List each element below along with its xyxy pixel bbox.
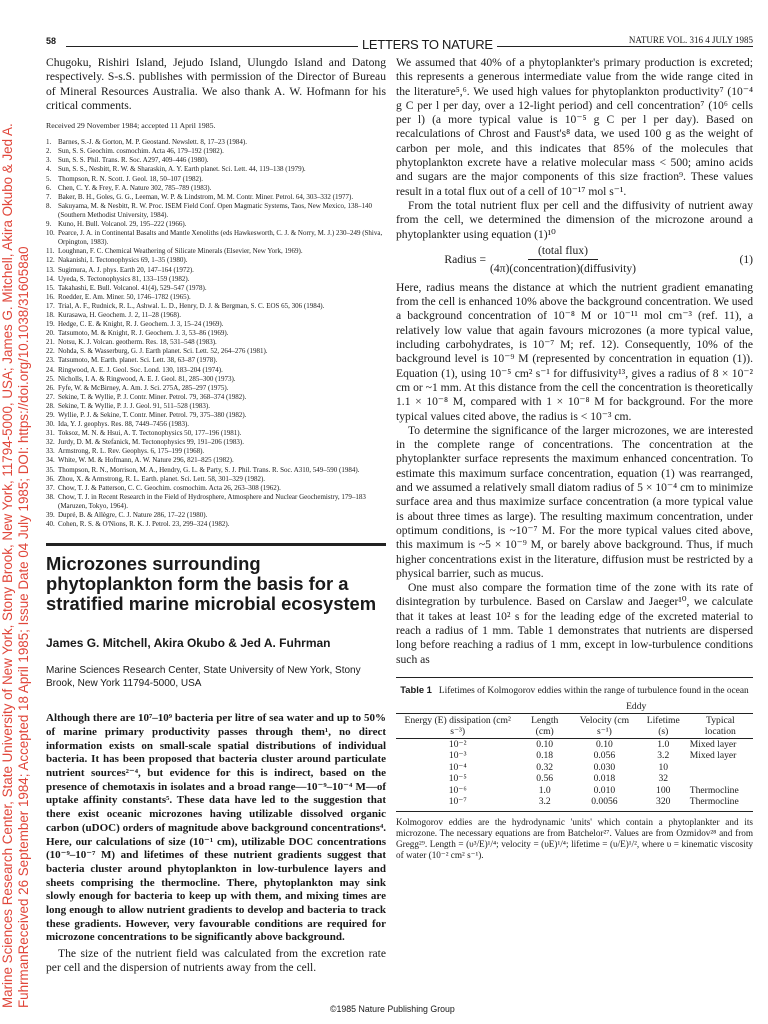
reference-number: 7. — [46, 192, 52, 201]
table-row — [396, 762, 753, 774]
reference-item — [46, 284, 386, 293]
table-footnote: Kolmogorov eddies are the hydrodynamic 'units' which contain a phytoplankter and its microzone. The necessary equations are from Batchelor²⁷. Values are from Ozmidov²⁸ and from Gregg²⁹. Length = (υ³/E)¹/⁴; velocity = (υE)¹/⁴; lifetime = (υ/E)¹/², where υ = kinematic viscosity of water (10⁻² cm² s⁻¹). — [396, 816, 753, 861]
reference-text: Dupré, B. & Allègre, C. J. Nature 286, 17–22 (1980). — [58, 511, 208, 520]
reference-text: Sakuyama, M. & Nesbitt, R. W. Proc. ISEM Field Conf. Open Magmatic Systems, Taos, New Mexico, 138–140 (Southern Methodist University, 1984). — [58, 201, 372, 219]
table-column-header: Energy (E) dissipation (cm² s⁻³) — [396, 713, 519, 738]
reference-text: Chow, T. J. in Recent Research in the Field of Hydrosphere, Atmosphere and Nuclear Geochemistry, 179–183 (Maruzen, Tokyo, 1964). — [58, 492, 366, 510]
table-cell: 32 — [658, 773, 669, 785]
acknowledgement-text: Chugoku, Rishiri Island, Jejudo Island, Ulungdo Island and Datong respectively. S-s.S. publishes with permission of the Director of Bureau of Mineral Resources Australia. We also thank A. W. Hofmann for his critical comments. — [46, 56, 386, 112]
table-caption-text: Lifetimes of Kolmogorov eddies within the range of turbulence found in the ocean — [438, 685, 749, 696]
reference-item — [46, 493, 386, 511]
reference-text: Sun, S. S. Phil. Trans. R. Soc. A297, 409–446 (1980). — [58, 156, 209, 165]
reference-number: 13. — [46, 265, 55, 274]
eddy-table — [396, 700, 753, 812]
body-paragraph: The size of the nutrient field was calculated from the excretion rate per cell and the dispersion of nutrients away from the cell. — [46, 947, 386, 975]
body-paragraph: Here, radius means the distance at which the nutrient gradient emanating from the cell is enhanced 10% above the background concentration. We used a background concentration of 10⁻⁸ M or 10⁻¹¹ mol cm⁻³ (ref. 11), a relatively low value that again favours microzones (a more typical value, including carbohydrates, is 10⁻⁷ M; ref. 12). Consequently, 10% of the background level is 10⁻⁹ M (represented by concentration in equation (1)). Equation (1), using 10⁻⁵ cm² s⁻¹ for diffusivity¹³, gives a radius of 8 × 10⁻² cm or ~1 mm. At this distance from the cell the concentration is theoretically 1.1 × 10⁻⁸ M, compared with 1 × 10⁻⁸ M for background. For the more typical values cited above, the radius is < 10⁻³ cm. — [396, 280, 753, 423]
table-cell: 10⁻⁵ — [448, 773, 467, 785]
equation-1 — [396, 244, 753, 275]
reference-item — [46, 147, 386, 156]
table-cell: 10⁻² — [448, 738, 467, 750]
reference-item — [46, 293, 386, 302]
table-cell: 320 — [639, 796, 688, 811]
table-cell: Thermocline — [689, 784, 739, 796]
equation-number: (1) — [739, 252, 753, 266]
reference-item — [46, 484, 386, 493]
reference-text: Nicholls, I. A. & Ringwood, A. E. J. Geol. 81, 285–300 (1973). — [58, 374, 236, 383]
reference-number: 22. — [46, 347, 55, 356]
reference-text: Nakanishi, I. Tectonophysics 69, 1–35 (1980). — [58, 256, 188, 265]
table-cell: Mixed layer — [689, 738, 737, 750]
reference-number: 35. — [46, 465, 55, 474]
reference-text: Cohen, R. S. & O'Nions, R. K. J. Petrol. 23, 299–324 (1982). — [58, 520, 230, 529]
reference-text: Ida, Y. J. geophys. Res. 88, 7449–7456 (1983). — [58, 420, 190, 429]
reference-text: Sekine, T. & Wyllie, P. J. Contr. Miner. Petrol. 79, 368–374 (1982). — [58, 392, 247, 401]
table-cell: 10⁻³ — [448, 750, 467, 762]
table-row — [396, 785, 753, 797]
table-cell: 0.030 — [593, 761, 616, 773]
table-row — [396, 750, 753, 762]
table-row — [396, 796, 753, 811]
reference-item — [46, 165, 386, 174]
reference-number: 34. — [46, 456, 55, 465]
reference-text: Roedder, E. Am. Miner. 50, 1746–1782 (1965). — [58, 292, 191, 301]
table-group-header: Eddy — [519, 700, 753, 714]
table-caption — [396, 684, 753, 696]
journal-section: LETTERS TO NATURE — [358, 37, 497, 52]
copyright-notice: ©1985 Nature Publishing Group — [330, 1004, 455, 1014]
reference-item — [46, 311, 386, 320]
body-paragraph: To determine the significance of the larger microzones, we are interested in the complete range of concentrations. The concentration at the phytoplankter surface represents the maximum enhanced concentration. To estimate this maximum surface concentration, equation (1) was rearranged, and we assumed a relatively small diatom radius of 5 × 10⁻⁴ cm to minimize surface area and thus maximize surface concentration (a more typical value is about three times as large). The resulting maximum concentration, under optimum conditions, is ~10⁻⁷ M. For the more typical values cited above, this maximum is ~5 × 10⁻⁹ M, or barely above background. Thus, if much higher concentrations exist in the literature, diffusion must be restricted by a physical barrier, such as mucus. — [396, 423, 753, 580]
table-cell: 10⁻⁴ — [448, 761, 467, 773]
reference-number: 1. — [46, 138, 52, 147]
reference-number: 36. — [46, 474, 55, 483]
reference-item — [46, 202, 386, 220]
reference-item — [46, 229, 386, 247]
table-1 — [396, 677, 753, 862]
reference-number: 11. — [46, 247, 55, 256]
table-column-header: Velocity (cm s⁻¹) — [570, 713, 639, 738]
reference-text: Sun, S. S. Geochim. cosmochim. Acta 46, 179–192 (1982). — [58, 147, 224, 156]
reference-item — [46, 356, 386, 365]
reference-item — [46, 329, 386, 338]
reference-number: 2. — [46, 147, 52, 156]
table-cell: 0.18 — [536, 750, 554, 762]
reference-text: Hedge, C. E. & Knight, R. J. Geochem. J. 3, 15–24 (1969). — [58, 320, 224, 329]
reference-number: 4. — [46, 165, 52, 174]
table-cell: 10⁻⁶ — [448, 784, 467, 796]
right-column — [396, 56, 753, 862]
reference-text: Takahashi, E. Bull. Volcanol. 41(4), 529–547 (1978). — [58, 283, 207, 292]
reference-number: 18. — [46, 310, 55, 319]
table-cell — [688, 762, 753, 774]
reference-item — [46, 393, 386, 402]
reference-text: Nohda, S. & Wasserburg, G. J. Earth planet. Sci. Lett. 52, 264–276 (1981). — [58, 347, 268, 356]
article-separator — [46, 543, 386, 546]
article-title: Microzones surrounding phytoplankton form the basis for a stratified marine microbial ecosystem — [46, 553, 377, 615]
table-cell: 10 — [658, 761, 669, 773]
table-cell: 0.10 — [596, 738, 613, 750]
sidebar-line-2: FuhrmanReceived 26 September 1984; Accepted 18 April 1985; Issue Date 04 July 1985; DOI: https://doi.org/10.1038/316058a0 — [16, 246, 31, 1008]
reference-number: 32. — [46, 438, 55, 447]
reference-number: 12. — [46, 256, 55, 265]
reference-text: White, W. M. & Hofmann, A. W. Nature 296, 821–825 (1982). — [58, 456, 234, 465]
table-cell: 0.10 — [536, 738, 554, 750]
reference-number: 16. — [46, 292, 55, 301]
reference-list — [46, 138, 386, 529]
reference-number: 37. — [46, 483, 55, 492]
received-date: Received 29 November 1984; accepted 11 April 1985. — [46, 121, 216, 131]
reference-number: 25. — [46, 374, 55, 383]
table-row — [396, 773, 753, 785]
reference-number: 17. — [46, 301, 55, 310]
reference-item — [46, 375, 386, 384]
table-cell: 3.2 — [519, 796, 570, 811]
reference-number: 20. — [46, 329, 55, 338]
reference-number: 29. — [46, 411, 55, 419]
reference-item — [46, 193, 386, 202]
reference-number: 31. — [46, 429, 55, 438]
reference-item — [46, 420, 386, 429]
author-affiliation: Marine Sciences Research Center, State University of New York, Stony Brook, New York 11794-5000, USA — [46, 665, 361, 690]
reference-item — [46, 347, 386, 356]
reference-text: Chen, C. Y. & Frey, F. A. Nature 302, 785–789 (1983). — [58, 183, 212, 192]
reference-text: Kuno, H. Bull. Volcanol. 29, 195–222 (1966). — [58, 220, 187, 229]
reference-item — [46, 175, 386, 184]
reference-text: Thompson, R. N. Scott. J. Geol. 18, 50–107 (1982). — [58, 174, 204, 183]
table-cell: 1.0 — [657, 738, 670, 750]
reference-item — [46, 411, 386, 420]
table-label: Table 1 — [400, 683, 432, 695]
reference-item — [46, 520, 386, 529]
reference-text: Jurdy, D. M. & Stefanick, M. Tectonophysics 99, 191–206 (1983). — [58, 438, 244, 447]
equation-fraction — [490, 244, 636, 275]
reference-number: 3. — [46, 156, 52, 165]
reference-text: Pearce, J. A. in Continental Basalts and Mantle Xenoliths (eds Hawkesworth, C. J. & Norry, M. J.) 230–249 (Shiva, Orpington, 1983). — [58, 229, 383, 247]
reference-number: 9. — [46, 220, 52, 229]
reference-text: Notsu, K. J. Volcan. geotherm. Res. 18, 531–548 (1983). — [58, 338, 217, 347]
reference-number: 24. — [46, 365, 55, 374]
table-cell: 0.018 — [593, 773, 616, 785]
table-cell: 0.056 — [593, 750, 616, 762]
reference-text: Thompson, R. N., Morrison, M. A., Hendry, G. L. & Party, S. J. Phil. Trans. R. Soc. A310, 549–590 (1984). — [58, 465, 360, 474]
reference-text: Loughnan, F. C. Chemical Weathering of Silicate Minerals (Elsevier, New York, 1969). — [58, 247, 303, 256]
reference-number: 33. — [46, 447, 55, 456]
reference-text: Chow, T. J. & Patterson, C. C. Geochim. cosmochim. Acta 26, 263–308 (1962). — [58, 483, 281, 492]
page-number: 58 — [46, 36, 57, 46]
reference-text: Tatsumoto, M. & Knight, R. J. Geochem. J. 3, 53–86 (1969). — [58, 329, 229, 338]
reference-text: Barnes, S.-J. & Gorton, M. P. Geostand. Newslett. 8, 17–23 (1984). — [58, 138, 247, 147]
doi-sidebar — [0, 0, 36, 1024]
body-paragraph: From the total nutrient flux per cell and the diffusivity of nutrient away from the cell, we determined the dimension of the microzone around a phytoplankter using equation (1)¹⁰ — [396, 198, 753, 241]
reference-number: 5. — [46, 174, 52, 183]
running-header — [46, 34, 753, 54]
reference-number: 38. — [46, 492, 55, 501]
reference-item — [46, 302, 386, 311]
reference-item — [46, 184, 386, 193]
table-cell: 0.010 — [593, 784, 616, 796]
reference-item — [46, 438, 386, 447]
volume-info: NATURE VOL. 316 4 JULY 1985 — [625, 35, 753, 45]
reference-number: 30. — [46, 420, 55, 429]
reference-text: Kurasawa, H. Geochem. J. 2, 11–28 (1968). — [58, 310, 181, 319]
reference-text: Sun, S. S., Nesbitt, R. W. & Sharaskin, A. Y. Earth planet. Sci. Lett. 44, 119–138 (1979). — [58, 165, 306, 174]
reference-number: 39. — [46, 511, 55, 520]
table-cell: 10⁻⁷ — [396, 796, 519, 811]
reference-text: Uyeda, S. Tectonophysics 81, 133–159 (1982). — [58, 274, 190, 283]
reference-item — [46, 456, 386, 465]
reference-number: 8. — [46, 201, 52, 210]
reference-number: 27. — [46, 392, 55, 401]
reference-item — [46, 156, 386, 165]
table-cell: 1.0 — [538, 784, 551, 796]
table-cell: Mixed layer — [689, 750, 737, 762]
reference-item — [46, 511, 386, 520]
reference-item — [46, 466, 386, 475]
reference-text: Ringwood, A. E. J. Geol. Soc. Lond. 130, 183–204 (1974). — [58, 365, 223, 374]
table-column-header: Length (cm) — [519, 713, 570, 738]
reference-item — [46, 366, 386, 375]
table-cell: 0.0056 — [570, 796, 639, 811]
left-column — [46, 56, 386, 976]
reference-text: Toksoz, M. N. & Hsui, A. T. Tectonophysics 50, 177–196 (1981). — [58, 429, 242, 438]
reference-item — [46, 384, 386, 393]
reference-number: 6. — [46, 183, 52, 192]
reference-item — [46, 275, 386, 284]
reference-item — [46, 475, 386, 484]
reference-number: 28. — [46, 401, 55, 410]
reference-item — [46, 447, 386, 456]
reference-text: Tatsumoto, M. Earth. planet. Sci. Lett. 38, 63–87 (1978). — [58, 356, 218, 365]
equation-denominator: (4π)(concentration)(diffusivity) — [490, 261, 637, 275]
table-column-header: Typical location — [688, 713, 753, 738]
reference-item — [46, 402, 386, 411]
table-cell: 100 — [656, 784, 671, 796]
reference-text: Wyllie, P. J. & Sekine, T. Contr. Miner. Petrol. 79, 375–380 (1982). — [58, 411, 247, 419]
reference-item — [46, 266, 386, 275]
equation-lhs: Radius = — [444, 252, 486, 266]
table-cell: Thermocline — [688, 796, 753, 811]
reference-number: 40. — [46, 520, 55, 529]
equation-numerator: (total flux) — [528, 244, 598, 260]
reference-number: 15. — [46, 283, 55, 292]
reference-number: 19. — [46, 320, 55, 329]
table-cell — [688, 773, 753, 785]
table-cell: 0.56 — [536, 773, 554, 785]
reference-number: 10. — [46, 229, 55, 238]
sidebar-line-1: Marine Sciences Research Center, State University of New York, Stony Brook, New York, 11794-5000, USA; James G. Mitchell, Akira Okubo & Jed A. — [0, 123, 15, 1008]
reference-text: Fyfe, W. & McBirney, A. Am. J. Sci. 275A, 285–297 (1975). — [58, 383, 229, 392]
reference-item — [46, 138, 386, 147]
reference-number: 21. — [46, 338, 55, 347]
reference-text: Baker, B. H., Goles, G. G., Leeman, W. P. & Lindstrom, M. M. Contr. Miner. Petrol. 64, 303–332 (1977). — [58, 192, 354, 201]
reference-item — [46, 338, 386, 347]
table-cell: 0.32 — [536, 761, 554, 773]
reference-number: 23. — [46, 356, 55, 365]
reference-text: Trial, A. F., Rudnick, R. L., Ashwal. L. D., Henry, D. J. & Bergman, S. C. EOS 65, 306 (1984). — [58, 301, 325, 310]
reference-item — [46, 256, 386, 265]
reference-text: Sugimura, A. J. phys. Earth 20, 147–164 (1972). — [58, 265, 194, 274]
reference-item — [46, 247, 386, 256]
reference-item — [46, 220, 386, 229]
body-paragraph: We assumed that 40% of a phytoplankter's primary production is excreted; this represents a generous intermediate value from the wide range cited in the literature⁵,⁶. We used high values for phytoplankton productivity⁷ (10⁻⁴ g C per l per day, over a 12-light period) and cell concentration⁷ (10⁶ cells per l) (a more typical value is 10⁻⁵ g C per l per day). Based on recalculations of Chrost and Faust's⁸ data, we used 100 g as the weight of carbon per mole, and this indicates that 85% of the molecules that phytoplankton excrete have a relative molecular mass < 500; amino acids and sugars are the major components of this size fraction⁹. These values result in a total flux out of a cell of 10⁻¹⁷ mol s⁻¹. — [396, 56, 753, 198]
table-cell: 3.2 — [657, 750, 670, 762]
table-column-header: Lifetime (s) — [639, 713, 688, 738]
article-authors: James G. Mitchell, Akira Okubo & Jed A. Fuhrman — [46, 636, 331, 651]
article-abstract: Although there are 10⁷–10⁹ bacteria per litre of sea water and up to 50% of marine primary productivity passes through them¹, no direct information exists on small-scale spatial distributions of individual bacteria. It has been proposed that bacteria cluster around particulate nutrient sources²⁻⁴, but evidence for this is indirect, based on the presence of chemotaxis in isolates and a broad range—10⁻⁹–10⁻⁴ M—of uptake affinity constants⁵. These data have led to the suggestion that there exist oceanic microzones having utilizable dissolved organic carbon (uDOC) orders of magnitude above background concentrations⁴. Here, our calculations of size (10⁻¹ cm), utilizable DOC concentrations (10⁻⁹–10⁻⁷ M) and lifetimes of these nutrient gradients suggest that bacteria cluster around phytoplankton in low-turbulence layers and sheets comprising the thermocline. There, phytoplankton may sink slowly enough for bacteria to keep up with them, and mixing times are long enough to allow nutrient gradients to develop and bacteria to track these gradients. However, very favourable conditions are required for microzone concentrations to be significantly above background. — [46, 712, 386, 944]
body-paragraph: One must also compare the formation time of the zone with its rate of disintegration by turbulence. Based on Carslaw and Jaeger¹⁰, we calculate that it takes at least 10² s for the leading edge of the excreted material to reach a radius of 1 mm. Table 1 demonstrates that nutrients are dispersed long before reaching a radius of 1 mm, except in low-turbulence conditions such as — [396, 581, 753, 666]
reference-number: 26. — [46, 383, 55, 392]
reference-text: Sekine, T. & Wyllie, P. J. J. Geol. 91, 511–528 (1983). — [58, 401, 210, 410]
reference-text: Zhou, X. & Armstrong, R. L. Earth. planet. Sci. Lett. 58, 301–329 (1982). — [58, 474, 266, 483]
reference-item — [46, 429, 386, 438]
reference-number: 14. — [46, 274, 55, 283]
reference-text: Armstrong, R. L. Rev. Geophys. 6, 175–199 (1968). — [58, 447, 205, 456]
table-row — [396, 738, 753, 750]
reference-item — [46, 320, 386, 329]
